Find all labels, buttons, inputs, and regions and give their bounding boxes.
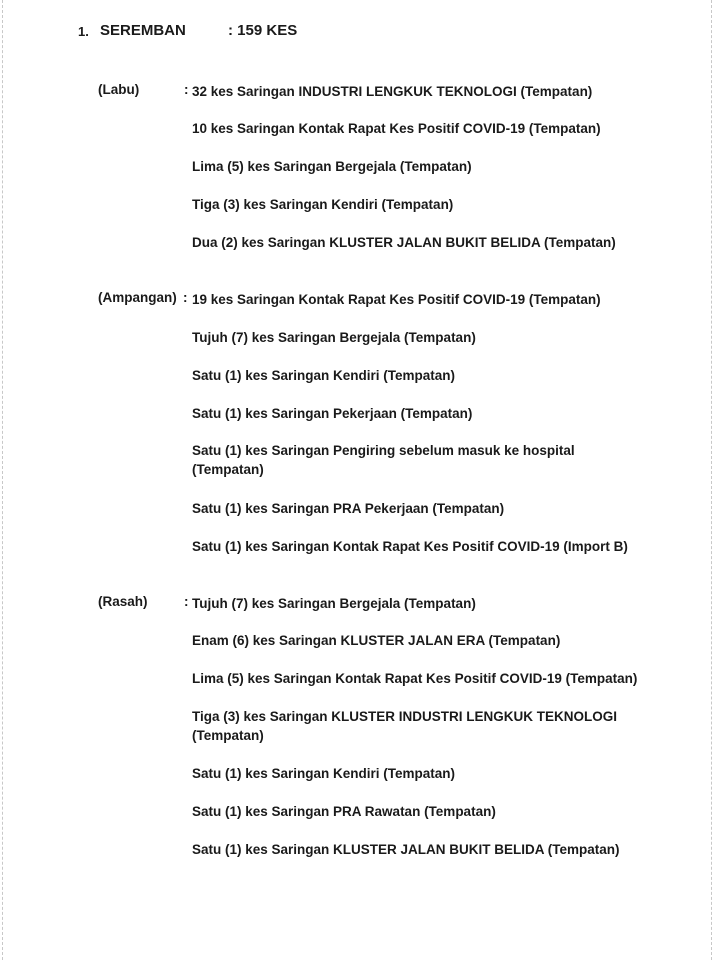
area-colon: : [184, 82, 189, 97]
list-item: 10 kes Saringan Kontak Rapat Kes Positif COVID-19 (Tempatan) [192, 121, 601, 136]
list-item: Dua (2) kes Saringan KLUSTER JALAN BUKIT BELIDA (Tempatan) [192, 235, 616, 250]
list-item: Tiga (3) kes Saringan KLUSTER INDUSTRI LENGKUK TEKNOLOGI (Tempatan) [192, 709, 618, 743]
list-item: 19 kes Saringan Kontak Rapat Kes Positif COVID-19 (Tempatan) [192, 292, 601, 307]
list-item: Tiga (3) kes Saringan Kendiri (Tempatan) [192, 197, 454, 212]
area-label-rasah: (Rasah) [98, 594, 148, 609]
section-number: 1. [78, 24, 89, 39]
section-name: SEREMBAN [100, 22, 186, 39]
area-colon: : [183, 290, 188, 305]
list-item: 32 kes Saringan INDUSTRI LENGKUK TEKNOLOGI (Tempatan) [192, 84, 593, 99]
list-item: Enam (6) kes Saringan KLUSTER JALAN ERA (Tempatan) [192, 633, 561, 648]
list-item: Tujuh (7) kes Saringan Bergejala (Tempatan) [192, 330, 476, 345]
list-item: Satu (1) kes Saringan PRA Pekerjaan (Tempatan) [192, 501, 505, 516]
page-edge-left [2, 0, 3, 960]
list-item: Lima (5) kes Saringan Bergejala (Tempatan) [192, 159, 472, 174]
area-colon: : [184, 594, 189, 609]
list-item: Satu (1) kes Saringan Kendiri (Tempatan) [192, 368, 456, 383]
list-item: Satu (1) kes Saringan Pekerjaan (Tempatan) [192, 406, 473, 421]
section-count: : 159 KES [228, 22, 298, 39]
area-label-ampangan: (Ampangan) [98, 290, 177, 305]
list-item: Satu (1) kes Saringan KLUSTER JALAN BUKIT BELIDA (Tempatan) [192, 842, 620, 857]
list-item: Satu (1) kes Saringan Kontak Rapat Kes Positif COVID-19 (Import B) [192, 539, 628, 554]
list-item: Tujuh (7) kes Saringan Bergejala (Tempatan) [192, 596, 476, 611]
area-label-labu: (Labu) [98, 82, 140, 97]
page-edge-right [711, 0, 712, 960]
list-item: Satu (1) kes Saringan Pengiring sebelum masuk ke hospital (Tempatan) [192, 443, 575, 477]
list-item: Satu (1) kes Saringan Kendiri (Tempatan) [192, 766, 456, 781]
list-item: Satu (1) kes Saringan PRA Rawatan (Tempatan) [192, 804, 496, 819]
list-item: Lima (5) kes Saringan Kontak Rapat Kes Positif COVID-19 (Tempatan) [192, 671, 638, 686]
